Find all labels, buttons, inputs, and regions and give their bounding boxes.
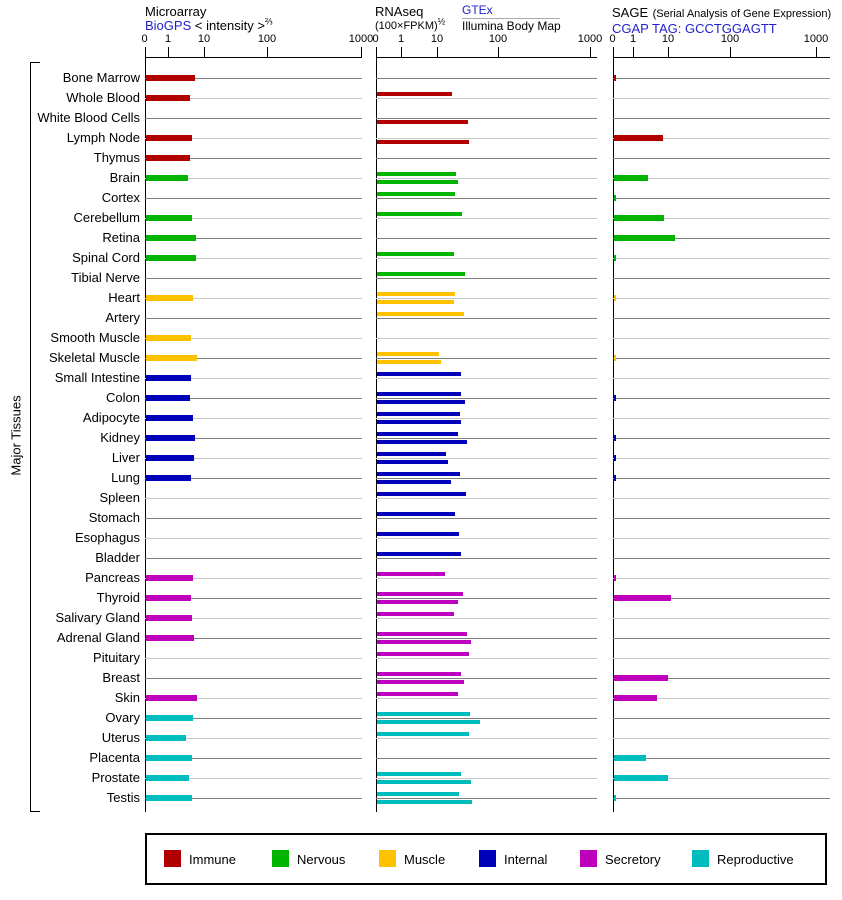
biogps-link[interactable]: BioGPS xyxy=(145,18,192,33)
microarray-header xyxy=(145,4,273,33)
microarray-row-gridline xyxy=(145,678,363,679)
sage-axis-tick-label: 0 xyxy=(609,33,616,45)
rnaseq-bar xyxy=(377,292,455,296)
sage-axis-tick-label: 10 xyxy=(661,33,675,45)
tissue-label: Breast xyxy=(102,670,140,685)
tissue-label: Cerebellum xyxy=(73,210,140,225)
rnaseq-bar xyxy=(377,640,471,644)
rnaseq-bar xyxy=(377,252,455,256)
rnaseq-bar xyxy=(377,532,459,536)
microarray-bar xyxy=(146,395,191,401)
rnaseq-bar xyxy=(377,440,467,444)
rnaseq-row-gridline xyxy=(376,458,598,459)
rnaseq-subtitle: (100×FPKM) xyxy=(375,20,438,32)
rnaseq-bar xyxy=(377,360,441,364)
sage-row-gridline xyxy=(613,638,831,639)
rnaseq-bar xyxy=(377,800,473,804)
sage-header xyxy=(612,4,831,36)
rnaseq-row-gridline xyxy=(376,118,598,119)
rnaseq-row-gridline xyxy=(376,678,598,679)
rnaseq-row-gridline xyxy=(376,798,598,799)
microarray-bar xyxy=(146,475,191,481)
rnaseq-row-gridline xyxy=(376,698,598,699)
microarray-axis-tick-label: 1000 xyxy=(348,33,374,45)
rnaseq-row-gridline xyxy=(376,138,598,139)
tissue-label: Kidney xyxy=(100,430,140,445)
microarray-bar xyxy=(146,595,191,601)
rnaseq-row-gridline xyxy=(376,618,598,619)
sage-row-gridline xyxy=(613,718,831,719)
microarray-bar xyxy=(146,295,194,301)
microarray-axis-tick xyxy=(267,47,268,57)
sage-axis-tick xyxy=(816,47,817,57)
microarray-row-gridline xyxy=(145,558,363,559)
sage-bar xyxy=(614,195,616,201)
rnaseq-bar xyxy=(377,392,461,396)
microarray-bar xyxy=(146,455,195,461)
sage-bar xyxy=(614,455,616,461)
rnaseq-bar xyxy=(377,780,471,784)
sage-bar xyxy=(614,775,669,781)
microarray-bar xyxy=(146,575,193,581)
rnaseq-axis-tick-label: 0 xyxy=(372,33,379,45)
sage-row-gridline xyxy=(613,298,831,299)
microarray-bar xyxy=(146,775,190,781)
rnaseq-bar xyxy=(377,692,458,696)
legend-swatch-nervous xyxy=(272,850,289,867)
tissue-label: Skin xyxy=(114,690,140,705)
legend-label-internal: Internal xyxy=(504,852,548,867)
microarray-bar xyxy=(146,235,197,241)
microarray-axis-tick xyxy=(145,47,146,57)
microarray-bar xyxy=(146,735,187,741)
rnaseq-axis-tick-label: 10 xyxy=(430,33,444,45)
rnaseq-bar xyxy=(377,432,458,436)
sage-bar xyxy=(614,595,671,601)
rnaseq-row-gridline xyxy=(376,298,598,299)
legend-label-reproductive: Reproductive xyxy=(717,852,794,867)
sage-bar xyxy=(614,575,616,581)
sage-bar xyxy=(614,235,676,241)
sage-axis-line xyxy=(613,57,831,58)
rnaseq-axis-line xyxy=(376,57,598,58)
sage-row-gridline xyxy=(613,798,831,799)
rnaseq-row-gridline xyxy=(376,518,598,519)
tissue-label: Thyroid xyxy=(96,590,140,605)
microarray-subtitle: < intensity > xyxy=(194,18,265,33)
sage-axis-tick-label: 100 xyxy=(720,33,740,45)
rnaseq-row-gridline xyxy=(376,578,598,579)
microarray-row-gridline xyxy=(145,318,363,319)
sage-row-gridline xyxy=(613,318,831,319)
microarray-bar xyxy=(146,435,195,441)
sage-bar xyxy=(614,475,616,481)
rnaseq-bar xyxy=(377,140,469,144)
rnaseq-row-gridline xyxy=(376,198,598,199)
sage-row-gridline xyxy=(613,358,831,359)
rnaseq-bar xyxy=(377,120,468,124)
rnaseq-row-gridline xyxy=(376,538,598,539)
legend-swatch-muscle xyxy=(379,850,396,867)
rnaseq-bar xyxy=(377,592,464,596)
rnaseq-bar xyxy=(377,492,466,496)
legend-label-secretory: Secretory xyxy=(605,852,661,867)
sage-bar xyxy=(614,435,616,441)
tissue-label: Whole Blood xyxy=(66,90,140,105)
rnaseq-bar xyxy=(377,680,464,684)
rnaseq-bar xyxy=(377,632,467,636)
rnaseq-row-gridline xyxy=(376,778,598,779)
sage-title: SAGE xyxy=(612,5,649,20)
microarray-row-gridline xyxy=(145,538,363,539)
tissue-label: Liver xyxy=(111,450,140,465)
sage-bar xyxy=(614,795,616,801)
rnaseq-row-gridline xyxy=(376,398,598,399)
rnaseq-row-gridline xyxy=(376,178,598,179)
microarray-axis-tick xyxy=(361,47,362,57)
sage-bar xyxy=(614,135,664,141)
tissue-label: Lymph Node xyxy=(66,130,140,145)
legend-label-immune: Immune xyxy=(189,852,236,867)
sage-axis-tick xyxy=(633,47,634,57)
rnaseq-bar xyxy=(377,792,459,796)
sage-row-gridline xyxy=(613,258,831,259)
rnaseq-row-gridline xyxy=(376,98,598,99)
microarray-axis-tick-label: 1 xyxy=(164,33,172,45)
sage-row-gridline xyxy=(613,198,831,199)
rnaseq-dataset-key xyxy=(462,4,562,33)
tissue-label: Cortex xyxy=(101,190,140,205)
tissue-label: Bone Marrow xyxy=(62,70,140,85)
rnaseq-axis-tick xyxy=(376,47,377,57)
tissue-label: Artery xyxy=(105,310,140,325)
tissue-label: Pituitary xyxy=(93,650,140,665)
tissue-label: Adrenal Gland xyxy=(56,630,140,645)
tissue-label: Colon xyxy=(106,390,140,405)
legend-label-nervous: Nervous xyxy=(297,852,346,867)
rnaseq-row-gridline xyxy=(376,598,598,599)
major-tissues-label: Major Tissues xyxy=(8,395,24,476)
sage-row-gridline xyxy=(613,518,831,519)
sage-axis-tick xyxy=(613,47,614,57)
legend-swatch-internal xyxy=(479,850,496,867)
microarray-bar xyxy=(146,615,193,621)
rnaseq-bar xyxy=(377,572,445,576)
tissues-bracket-bottom-arm xyxy=(30,811,40,812)
sage-row-gridline xyxy=(613,658,831,659)
legend-swatch-secretory xyxy=(580,850,597,867)
sage-row-gridline xyxy=(613,458,831,459)
tissue-label: Heart xyxy=(108,290,140,305)
microarray-row-gridline xyxy=(145,198,363,199)
rnaseq-bar xyxy=(377,460,448,464)
microarray-row-gridline xyxy=(145,518,363,519)
rnaseq-row-gridline xyxy=(376,658,598,659)
rnaseq-row-gridline xyxy=(376,758,598,759)
rnaseq-row-gridline xyxy=(376,278,598,279)
rnaseq-axis-tick xyxy=(401,47,402,57)
microarray-row-gridline xyxy=(145,118,363,119)
sage-row-gridline xyxy=(613,538,831,539)
rnaseq-axis-tick xyxy=(437,47,438,57)
rnaseq-bar xyxy=(377,612,455,616)
rnaseq-row-gridline xyxy=(376,418,598,419)
rnaseq-bar xyxy=(377,92,452,96)
microarray-row-gridline xyxy=(145,278,363,279)
rnaseq-row-gridline xyxy=(376,478,598,479)
microarray-bar xyxy=(146,355,198,361)
tissue-label: Smooth Muscle xyxy=(50,330,140,345)
rnaseq-row-gridline xyxy=(376,638,598,639)
tissue-label: Spleen xyxy=(99,490,140,505)
sage-row-gridline xyxy=(613,438,831,439)
rnaseq-row-gridline xyxy=(376,358,598,359)
tissue-label: Thymus xyxy=(93,150,140,165)
rnaseq-row-gridline xyxy=(376,338,598,339)
microarray-bar xyxy=(146,155,191,161)
rnaseq-bar xyxy=(377,372,461,376)
rnaseq-row-gridline xyxy=(376,78,598,79)
microarray-exponent: ⅔ xyxy=(264,16,273,27)
rnaseq-bar xyxy=(377,212,463,216)
tissues-bracket-top-arm xyxy=(30,62,40,63)
rnaseq-bar xyxy=(377,312,464,316)
tissue-label: Tibial Nerve xyxy=(71,270,140,285)
sage-row-gridline xyxy=(613,338,831,339)
legend-swatch-immune xyxy=(164,850,181,867)
microarray-bar xyxy=(146,175,189,181)
sage-row-gridline xyxy=(613,98,831,99)
sage-row-gridline xyxy=(613,118,831,119)
sage-row-gridline xyxy=(613,418,831,419)
sage-bar xyxy=(614,755,646,761)
tissue-label: Adipocyte xyxy=(82,410,140,425)
microarray-bar xyxy=(146,795,193,801)
rnaseq-bar xyxy=(377,400,466,404)
microarray-axis-tick xyxy=(168,47,169,57)
rnaseq-bar xyxy=(377,772,461,776)
microarray-bar xyxy=(146,715,194,721)
rnaseq-bar xyxy=(377,712,470,716)
tissue-label: Prostate xyxy=(91,770,140,785)
rnaseq-axis-tick-label: 100 xyxy=(488,33,508,45)
rnaseq-bar xyxy=(377,732,469,736)
rnaseq-bar xyxy=(377,600,458,604)
tissue-label: White Blood Cells xyxy=(37,110,140,125)
tissue-label: Esophagus xyxy=(74,530,140,545)
tissue-label: Lung xyxy=(111,470,140,485)
category-legend xyxy=(145,833,827,885)
rnaseq-bar xyxy=(377,180,458,184)
sage-bar xyxy=(614,395,616,401)
rnaseq-bar xyxy=(377,672,461,676)
tissue-label: Uterus xyxy=(101,730,140,745)
rnaseq-row-gridline xyxy=(376,738,598,739)
sage-row-gridline xyxy=(613,578,831,579)
microarray-row-gridline xyxy=(145,658,363,659)
microarray-bar xyxy=(146,75,195,81)
legend-label-muscle: Muscle xyxy=(404,852,446,867)
rnaseq-bar xyxy=(377,652,469,656)
rnaseq-bar xyxy=(377,352,440,356)
microarray-title: Microarray xyxy=(145,4,207,19)
rnaseq-axis-tick-label: 1 xyxy=(397,33,405,45)
rnaseq-row-gridline xyxy=(376,158,598,159)
rnaseq-bar xyxy=(377,552,461,556)
sage-row-gridline xyxy=(613,78,831,79)
rnaseq-exponent: ½ xyxy=(437,16,446,27)
legend-swatch-reproductive xyxy=(692,850,709,867)
rnaseq-row-gridline xyxy=(376,498,598,499)
rnaseq-bar xyxy=(377,172,457,176)
microarray-bar xyxy=(146,755,193,761)
tissue-label: Pancreas xyxy=(85,570,140,585)
sage-bar xyxy=(614,695,657,701)
rnaseq-row-gridline xyxy=(376,258,598,259)
rnaseq-bar xyxy=(377,272,466,276)
sage-row-gridline xyxy=(613,498,831,499)
rnaseq-bar xyxy=(377,472,460,476)
sage-bar xyxy=(614,255,616,261)
sage-row-gridline xyxy=(613,558,831,559)
microarray-bar xyxy=(146,135,193,141)
tissue-label: Retina xyxy=(102,230,140,245)
microarray-bar xyxy=(146,695,198,701)
gtex-link[interactable]: GTEx xyxy=(462,3,493,17)
tissue-label: Placenta xyxy=(89,750,140,765)
rnaseq-bar xyxy=(377,452,446,456)
microarray-axis-tick xyxy=(204,47,205,57)
rnaseq-axis-tick xyxy=(498,47,499,57)
rnaseq-bar xyxy=(377,192,455,196)
rnaseq-axis-tick-label: 1000 xyxy=(577,33,603,45)
microarray-bar xyxy=(146,255,197,261)
microarray-axis-tick-label: 100 xyxy=(257,33,277,45)
tissue-label: Bladder xyxy=(95,550,140,565)
rnaseq-header xyxy=(375,4,445,33)
sage-axis-tick-label: 1000 xyxy=(803,33,829,45)
sage-row-gridline xyxy=(613,738,831,739)
rnaseq-row-gridline xyxy=(376,438,598,439)
microarray-row-gridline xyxy=(145,498,363,499)
tissue-label: Testis xyxy=(106,790,140,805)
microarray-axis-tick-label: 10 xyxy=(197,33,211,45)
microarray-bar xyxy=(146,375,191,381)
rnaseq-bar xyxy=(377,300,455,304)
rnaseq-bar xyxy=(377,412,460,416)
sage-row-gridline xyxy=(613,478,831,479)
tissue-label: Small Intestine xyxy=(54,370,140,385)
sage-bar xyxy=(614,75,616,81)
tissue-label: Ovary xyxy=(105,710,140,725)
tissue-label: Salivary Gland xyxy=(55,610,140,625)
microarray-bar xyxy=(146,415,193,421)
rnaseq-bar xyxy=(377,480,452,484)
sage-bar xyxy=(614,215,665,221)
tissue-label: Skeletal Muscle xyxy=(48,350,140,365)
rnaseq-row-gridline xyxy=(376,378,598,379)
microarray-bar xyxy=(146,635,195,641)
illumina-body-map-label: Illumina Body Map xyxy=(462,19,561,33)
sage-row-gridline xyxy=(613,618,831,619)
sage-bar xyxy=(614,175,649,181)
rnaseq-row-gridline xyxy=(376,218,598,219)
rnaseq-bar xyxy=(377,512,455,516)
sage-row-gridline xyxy=(613,278,831,279)
tissue-label: Brain xyxy=(109,170,140,185)
microarray-axis-tick-label: 0 xyxy=(141,33,148,45)
microarray-bar xyxy=(146,95,191,101)
microarray-axis-line xyxy=(145,57,363,58)
cgap-link[interactable]: CGAP xyxy=(612,21,649,36)
sage-axis-tick xyxy=(730,47,731,57)
sage-bar xyxy=(614,295,616,301)
microarray-bar xyxy=(146,335,191,341)
tissue-label: Spinal Cord xyxy=(72,250,140,265)
rnaseq-bar xyxy=(377,720,481,724)
sage-title-note: (Serial Analysis of Gene Expression) xyxy=(652,8,832,20)
rnaseq-axis-tick xyxy=(590,47,591,57)
rnaseq-row-gridline xyxy=(376,718,598,719)
rnaseq-row-gridline xyxy=(376,318,598,319)
sage-row-gridline xyxy=(613,158,831,159)
rnaseq-row-gridline xyxy=(376,558,598,559)
rnaseq-bar xyxy=(377,420,461,424)
sage-bar xyxy=(614,355,616,361)
sage-axis-tick-label: 1 xyxy=(629,33,637,45)
tissue-label: Stomach xyxy=(88,510,140,525)
rnaseq-row-gridline xyxy=(376,238,598,239)
rnaseq-title: RNAseq xyxy=(375,4,424,19)
sage-row-gridline xyxy=(613,378,831,379)
sage-axis-tick xyxy=(668,47,669,57)
sage-tag: TAG: GCCTGGAGTT xyxy=(652,21,777,36)
sage-row-gridline xyxy=(613,398,831,399)
microarray-bar xyxy=(146,215,192,221)
sage-bar xyxy=(614,675,668,681)
